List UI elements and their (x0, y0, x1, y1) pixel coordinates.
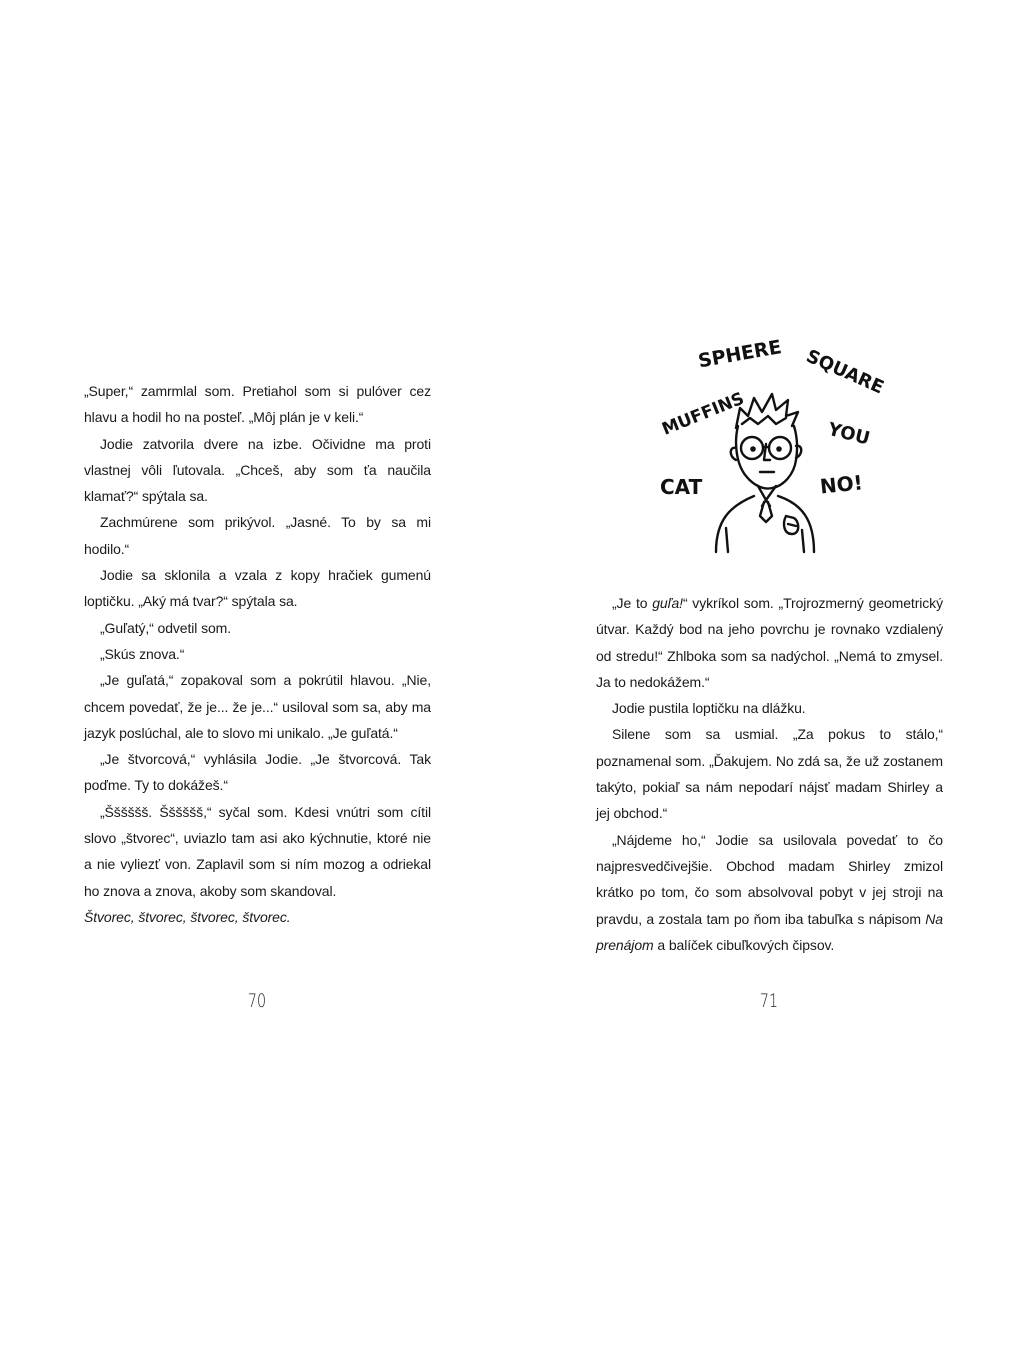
right-page (512, 0, 1024, 1365)
paragraph: „Skús znova.“ (100, 645, 185, 662)
paragraph: „Šššššš. Šššššš,“ syčal som. Kdesi vnútri som cítil slovo „štvorec“, uviazlo tam asi ako kýchnutie, ktoré nie a nie vyliezť von. Zaplavil som si ním mozog a odriekal ho znova a znova, akoby som skandoval. (84, 803, 431, 899)
doodle-word-you: YOU (825, 418, 872, 450)
italic-text: Štvorec, štvorec, štvorec, štvorec. (84, 908, 291, 925)
italic-text: Na prenájom (596, 910, 943, 953)
paragraph: „Super,“ zamrmlal som. Pretiahol som si pulóver cez hlavu a hodil ho na posteľ. „Môj plán je v keli.“ (84, 383, 431, 426)
doodle-word-muffins: MUFFINS (659, 388, 748, 440)
doodle-word-no: NO! (818, 470, 864, 499)
doodle-word-cat: CAT (660, 475, 703, 499)
paragraph-text: “ vykríkol som. „Trojrozmerný geometrický útvar. Každý bod na jeho povrchu je rovnako vzdialený od stredu!“ Zhlboka som sa nadýchol. „Nemá to zmysel. Ja to nedokážem.“ (596, 595, 943, 690)
italic-text: guľa! (652, 595, 683, 611)
paragraph: „Guľatý,“ odvetil som. (100, 619, 232, 636)
paragraph (596, 827, 943, 958)
doodle-word-square: SQUARE (803, 345, 887, 399)
paragraph: Jodie pustila loptičku na dlážku. (612, 700, 806, 717)
paragraph: „Je guľatá,“ zopakoval som a pokrútil hlavou. „Nie, chcem povedať, že je... že je...“ usiloval som sa, aby ma jazyk poslúchal, ale to slovo mi unikalo. „Je guľatá.“ (84, 672, 431, 741)
paragraph: Jodie sa sklonila a vzala z kopy hračiek gumenú loptičku. „Aký má tvar?“ spýtala sa. (84, 567, 431, 610)
paragraph-text: „Je to (612, 595, 653, 611)
boy-figure (716, 394, 814, 552)
italic-line (84, 904, 431, 930)
page-number: 71 (759, 990, 779, 1012)
doodle-word-sphere: SPHERE (696, 336, 784, 373)
paragraph: „Je štvorcová,“ vyhlásila Jodie. „Je štvorcová. Tak poďme. Ty to dokážeš.“ (84, 751, 431, 794)
left-page-text (84, 378, 431, 930)
boy-doodle-drawing (650, 320, 890, 560)
paragraph: Jodie zatvorila dvere na izbe. Očividne ma proti vlastnej vôli ľutovala. „Chceš, aby som ťa naučila klamať?“ spýtala sa. (84, 435, 431, 505)
paragraph: Silene som sa usmial. „Za pokus to stálo,“ poznamenal som. „Ďakujem. No zdá sa, že už zostanem takýto, pokiaľ sa nám nepodarí nájsť madam Shirley a jej obchod.“ (596, 726, 943, 822)
paragraph-text: a balíček cibuľkových čipsov. (653, 936, 835, 953)
right-page-text (596, 590, 943, 958)
paragraph (596, 590, 943, 695)
boy-doodle-illustration (650, 320, 890, 560)
paragraph: Zachmúrene som prikývol. „Jasné. To by sa mi hodilo.“ (84, 514, 431, 557)
paragraph-text: „Nájdeme ho,“ Jodie sa usilovala povedať to čo najpresvedčivejšie. Obchod madam Shirley zmizol krátko po tom, čo som absolvoval pobyt v jej stroji na pravdu, a zostala tam po ňom iba tabuľka s nápisom (596, 831, 943, 927)
page-number: 70 (247, 990, 267, 1012)
